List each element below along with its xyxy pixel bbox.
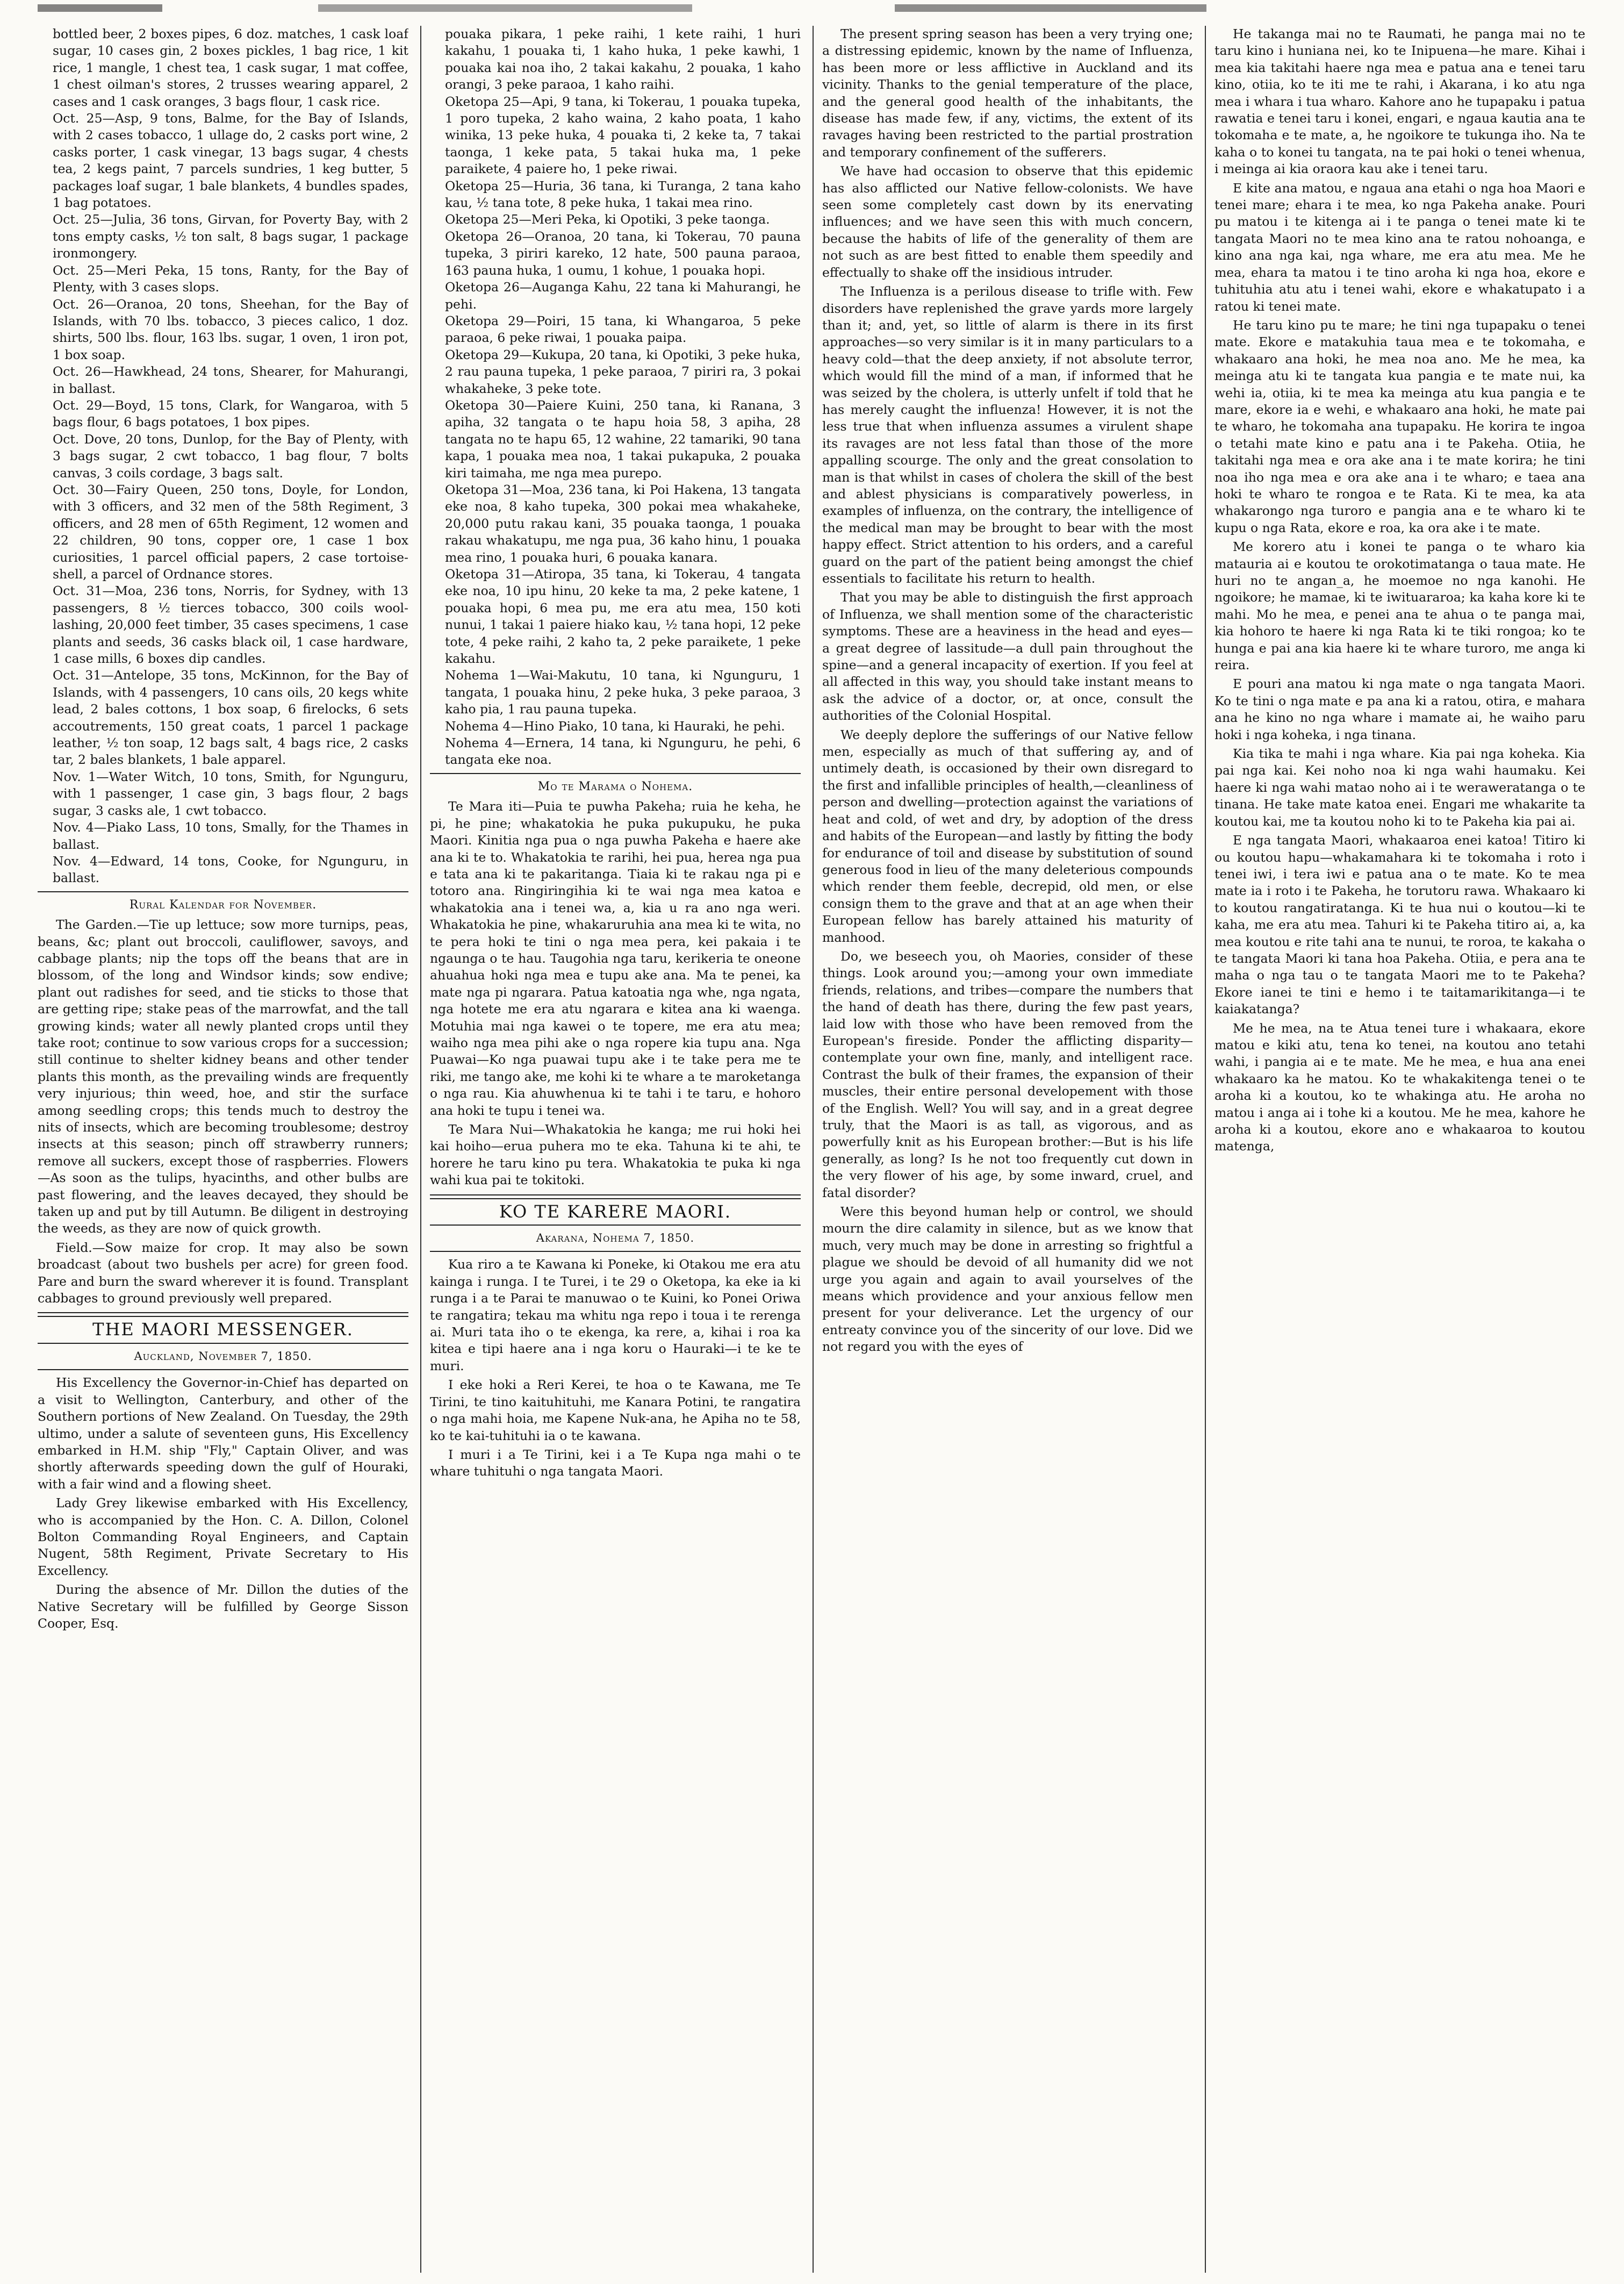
calendar-body — [38, 917, 408, 1307]
shipping-entry: Nov. 4—Edward, 14 tons, Cooke, for Ngunguru, in ballast. — [53, 853, 408, 886]
editorial-paragraph: E pouri ana matou ki nga mate o nga tangata Maori. Ko te tini o nga mate e pa ana ki a ratou, otira, e mahara ana he kino no nga whare i mamate ai, he waiho paru hoki i nga koheka, i nga tinana. — [1215, 676, 1585, 742]
shipping-entry: Oketopa 30—Paiere Kuini, 250 tana, ki Ranana, 3 apiha, 32 tangata o te hapu hoia 58, 3 apiha, 28 tangata no te hapu 65, 12 wahine, 22 tamariki, 90 tana kapa, 1 pouaka mea noa, 1 takai pukapuka, 2 pouaka kiri taimaha, me nga mea purepo. — [445, 397, 801, 481]
dateline: Auckland, November 7, 1850. — [134, 1349, 312, 1363]
shipping-entry: Nov. 1—Water Witch, 10 tons, Smith, for Ngunguru, with 1 passenger, 1 case gin, 3 bags flour, 2 bags sugar, 3 casks ale, 1 cwt tobacco. — [53, 769, 408, 818]
divider — [38, 1343, 408, 1344]
editorial-paragraph: E nga tangata Maori, whakaaroa enei katoa! Titiro ki ou koutou hapu—whakamahara ki te tokomaha i roto i tenei iwi, i tera iwi e patua ana o te mate. Ko te mea mate ia i roto i te Pakeha, he torutoru rawa. Whakaaro ki to koutou rangatiratanga. Ki te hua nui o koutou—ki te kaha, me era atu mea. Tahuri ki te Pakeha titiro ai, a, ka mea koutou e rite tahi ana te nunui, te roroa, te kakaha o te tangata Maori ki tana hoa Pakeha. Otiia, e pera ana te maha o nga tau o te tangata Maori me to te Pakeha? Ekore ianei te tini e hemo i te taitamarikitanga—i te kaiakatanga? — [1215, 833, 1585, 1017]
calendar-paragraph: Te Mara iti—Puia te puwha Pakeha; ruia he keha, he pi, he pine; whakatokia he puka pukupuku, he puka Maori. Kinitia nga pua o nga puwha Pakeha e haere ake ana ki te to. Whakatokia te rarihi, hei pua, herea nga pua e tata ana ki te pakaritanga. Tiaia ki te rakau nga pi e totoro ana. Ringiringihia ki te wai nga mea katoa e whakatokia ana i tenei wa, a, kia u ra ano nga weri. Whakatokia he pine, whakaruruhia ana mea ki te wita, no te pera hoki te tini o nga mea pera, kei pakaia i te ngaunga o te hau. Taugohia nga taru, kerikeria te oneone ahuahua hoki nga mea e tupu ake ana. Ma te penei, ka mate nga pi ngarara. Patua katoatia nga whe, nga ngata, nga hotete me era atu ngarara e kitea ana ki waenga. Motuhia mai nga kawei o te topere, me era atu mea; waiho nga mea pihi ake o nga ropere kia tupu ana. Nga Puawai—Ko nga puawai tupu ake i te take pera me te riki, me tango ake, me kohi ki te whare a te maroketanga o nga rau. Kia ahuwhenua ki te tahi i te taru, e hohoro ana hoki te tupu i tenei wa. — [430, 799, 801, 1118]
news-paragraph: Kua riro a te Kawana ki Poneke, ki Otakou me era atu kainga i runga. I te Turei, i te 29 o Oketopa, ka eke ia ki runga i a te Parai te manuwao o te Kuini, ko Ponei Oriwa te rangatira; tekau ma whitu nga repo i toua i te rerenga ai. Muri tata iho o te ekenga, ka rere, a, kihai i roa ka kitea e tipi haere ana i nga koru o Hauraki—i te ke te muri. — [430, 1257, 801, 1373]
masthead-title: THE MAORI MESSENGER. — [92, 1319, 354, 1340]
shipping-entry: Nohema 1—Wai-Makutu, 10 tana, ki Ngunguru, 1 tangata, 1 pouaka hinu, 2 peke huka, 3 peke paraoa, 3 kaho pia, 1 rau pauna tupeka. — [445, 668, 801, 717]
news-paragraph: I muri i a Te Tirini, kei i a Te Kupa nga mahi o te whare tuhituhi o nga tangata Maori. — [430, 1447, 801, 1479]
shipping-entry: Oct. Dove, 20 tons, Dunlop, for the Bay of Plenty, with 3 bags sugar, 2 cwt tobacco, 1 bag flour, 7 bolts canvas, 3 coils cordage, 3 bags salt. — [53, 431, 408, 481]
column-maori-shipping — [430, 26, 801, 2273]
editorial-paragraph: He takanga mai no te Raumati, he panga mai no te taru kino i huniana nei, ko te Inipuena—he mare. Kihai i mea kia takitahi haere nga mea e patua ana e tenei taru kino, otiia, ko te iti me te rahi, i Akarana, i ko atu nga mea i whara i tua wharo. Kahore ano he tupapaku i patua rawatia e tenei taru i konei, engari, e ngaua kautia ana te tokomaha e te mate, a, he ngoikore te tukunga iho. Na te kaha o to konei tu tangata, na te pai hoki o tenei whenua, i meinga ai kia oraora kau ake i tenei taru. — [1215, 26, 1585, 177]
shipping-entry: Oketopa 26—Auganga Kahu, 22 tana ki Mahurangi, he pehi. — [445, 280, 801, 312]
editorial-paragraph: That you may be able to distinguish the first approach of Influenza, we shall mention some of the characteristic symptoms. These are a heaviness in the head and eyes—a great degree of lassitude—a dull pain throughout the spine—and a general incapacity of exertion. If you feel at all affected in this way, you should take instant means to ask the advice of a doctor, or, at once, consult the authorities of the Colonial Hospital. — [822, 590, 1193, 724]
divider — [38, 891, 408, 892]
shipping-entry: Oketopa 29—Poiri, 15 tana, ki Whangaroa, 5 peke paraoa, 6 peke riwai, 1 pouaka paipa. — [445, 313, 801, 346]
news-paragraph: His Excellency the Governor-in-Chief has departed on a visit to Wellington, Canterbury, and other of the Southern portions of New Zealand. On Tuesday, the 29th ultimo, under a salute of seventeen guns, His Excellency embarked in H.M. ship "Fly," Captain Oliver, and was shortly afterwards speeding down the gulf of Houraki, with a fair wind and a flowing sheet. — [38, 1375, 408, 1492]
column-rule — [1205, 26, 1206, 2273]
shipping-entry: Nohema 4—Ernera, 14 tana, ki Ngunguru, he pehi, 6 tangata eke noa. — [445, 735, 801, 768]
shipping-entry: Oketopa 25—Huria, 36 tana, ki Turanga, 2 tana kaho kau, ½ tana tote, 8 peke huka, 1 takai mea rino. — [445, 178, 801, 211]
column-english-editorial — [822, 26, 1193, 2273]
shipping-entry: Oct. 25—Meri Peka, 15 tons, Ranty, for the Bay of Plenty, with 3 cases slops. — [53, 262, 408, 295]
shipping-entry: Nov. 4—Piako Lass, 10 tons, Smally, for the Thames in ballast. — [53, 820, 408, 852]
shipping-entry: Oct. 30—Fairy Queen, 250 tons, Doyle, for London, with 3 officers, and 32 men of the 58th Regiment, 3 officers, and 28 men of 65th Regiment, 12 women and 22 children, 90 tons, copper ore, 1 case 1 box curiosities, 1 parcel official papers, 2 case tortoise-shell, a parcel of Ordnance stores. — [53, 482, 408, 582]
editorial-paragraph: E kite ana matou, e ngaua ana etahi o nga hoa Maori e tenei mare; ehara i te mea, ko nga Pakeha anake. Pouri pu matou i te kitenga ai i te panga o tenei mate ki te tangata Maori no te mea kino ana te ratou nohoanga, e kino ana nga kai, nga whare, me era atu mea. Me he mea, ehara ta matou i te tino aroha ki nga hoa, ekore e tuhituhia atu atu i tenei wahi, ekore e whakatupato i a ratou ki tenei mate. — [1215, 180, 1585, 314]
news-paragraph: I eke hoki a Reri Kerei, te hoa o te Kawana, me Te Tirini, te tino kaituhituhi, me Kanara Potini, te rangatira o nga mahi hoia, me Kapene Nuk-ana, he Apiha no te 58, ko te kai-tuhituhi ia o te kawana. — [430, 1377, 801, 1443]
editorial-paragraph: Kia tika te mahi i nga whare. Kia pai nga koheka. Kia pai nga kai. Kei noho noa ki nga wahi haumaku. Kei haere ki nga wahi matao noho ai i te weraweratanga o te tinana. He take mate katoa enei. Engari me whakarite ta koutou kai, me ta koutou noho ki to te Pakeha kia pai ai. — [1215, 746, 1585, 829]
shipping-entry: Oct. 25—Asp, 9 tons, Balme, for the Bay of Islands, with 2 cases tobacco, 1 ullage do, 2 casks port wine, 2 casks porter, 1 cask vinegar, 13 bags sugar, 4 chests tea, 2 kegs paint, 7 parcels sundries, 1 keg butter, 5 packages loaf sugar, 1 bale blankets, 4 bundles spades, 1 bag potatoes. — [53, 111, 408, 211]
editorial-paragraph: Me he mea, na te Atua tenei ture i whakaara, ekore matou e kiki atu, tena ko tenei, na koutou ano tetahi wahi, i pangia ai e te mate. Me he mea, e hua ana enei whakaaro ka he matou. Ko te whakakitenga tenei o te aroha ki a koutou, ko te whakinga atu. He aroha no matou i anga ai i tohe ki a koutou. Me he mea, kahore he aroha ki a koutou, ekore ano e whakaaroa to koutou matenga, — [1215, 1020, 1585, 1154]
section-heading: Rural Kalendar for November. — [129, 898, 317, 912]
divider — [430, 1225, 801, 1226]
shipping-entry: Oct. 26—Oranoa, 20 tons, Sheehan, for the Bay of Islands, with 70 lbs. tobacco, 3 pieces calico, 1 doz. shirts, 500 lbs. flour, 163 lbs. sugar, 1 oven, 1 iron pot, 1 box soap. — [53, 296, 408, 362]
editorial-paragraph: Me korero atu i konei te panga o te wharo kia matauria ai e koutou te orokotimatanga o taua mate. He huri no te angan_a, he moemoe no nga kanohi. He ngoikore; he mamae, ki te iwituararoa; ka kaha kore ki te mahi. Mo he mea, e penei ana te ahua o te panga mai, kia hohoro te haere ki nga Rata ki te tiki rongoa; ko te hunga e pai ana kia haere ki te whare turoro, me anga ki reira. — [1215, 539, 1585, 673]
shipping-entry: Oct. 31—Antelope, 35 tons, McKinnon, for the Bay of Islands, with 4 passengers, 10 cans oils, 20 kegs white lead, 2 bales cottons, 1 box soap, 6 firelocks, 6 sets accoutrements, 150 great coats, 1 parcel 1 package leather, ½ ton soap, 12 bags salt, 4 bags rice, 2 casks tar, 2 bales blankets, 1 bale apparel. — [53, 668, 408, 768]
editorial-paragraph: The Influenza is a perilous disease to trifle with. Few disorders have replenished the grave yards more largely than it; and, yet, so little of alarm is there in its first approaches—so very similar is it in many particulars to a heavy cold—that the deep anxiety, if not absolute terror, which would fill the mind of a man, if informed that he was seized by the cholera, is utterly unfelt if told that he has merely caught the influenza! However, it is not the less true that when influenza assumes a virulent shape its ravages are not less fatal than those of the more appalling scourge. The only and the great consolation to man is that whilst in cases of cholera the skill of the best and ablest physicians is comparatively powerless, in examples of influenza, on the contrary, the intelligence of the medical man may be brought to bear with the most happy effect. Strict attention to his orders, and a careful guard on the part of the patient being amongst the chief essentials to facilitate his return to health. — [822, 284, 1193, 586]
shipping-entry: Oketopa 25—Api, 9 tana, ki Tokerau, 1 pouaka tupeka, 1 poro tupeka, 2 kaho waina, 2 kaho poata, 1 kaho winika, 13 peke huka, 4 pouaka ti, 2 keke ta, 7 takai taonga, 1 keke pata, 5 takai huka ma, 1 peke paraikete, 4 paiere ho, 1 peke riwai. — [445, 94, 801, 177]
column-rule — [420, 26, 421, 2273]
news-paragraph: During the absence of Mr. Dillon the duties of the Native Secretary will be fulfilled by George Sisson Cooper, Esq. — [38, 1582, 408, 1631]
editorial-paragraph: Do, we beseech you, oh Maories, consider of these things. Look around you;—among your own immediate friends, relations, and tribes—compare the numbers that the hand of death has there, during the few past years, laid low with those who have been removed from the European's fireside. Ponder the afflicting disparity—contemplate your own fine, manly, and intelligent race. Contrast the bulk of their frames, the expansion of their muscles, their entire personal developement with those of the English. Well? You will say, and in a great degree truly, that the Maori is as tall, as vigorous, and as powerfully knit as his European brother:—But is his life generally, as long? Is he not too frequently cut down in the very flower of his age, by some inward, cruel, and fatal disorder? — [822, 948, 1193, 1200]
shipping-list — [38, 26, 408, 887]
divider — [38, 1369, 408, 1370]
news-body — [430, 1256, 801, 1480]
shipping-entry: Oketopa 25—Meri Peka, ki Opotiki, 3 peke taonga. — [445, 212, 770, 227]
editorial-paragraph: The present spring season has been a very trying one; a distressing epidemic, known by the name of Influenza, has been more or less afflictive in Auckland and its vicinity. Thanks to the genial temperature of the place, and the general good health of the inhabitants, the disease has made few, if any, victims, the extent of its ravages having been restricted to the partial prostration and temporary confinement of the sufferers. — [822, 26, 1193, 160]
shipping-entry: Oct. 31—Moa, 236 tons, Norris, for Sydney, with 13 passengers, 8 ½ tierces tobacco, 300 coils wool-lashing, 20,000 feet timber, 35 cases specimens, 1 case plants and seeds, 36 casks black oil, 1 case hardware, 1 case mills, 6 boxes dip candles. — [53, 583, 408, 667]
shipping-entry: Nohema 4—Hino Piako, 10 tana, ki Hauraki, he pehi. — [445, 718, 785, 734]
shipping-entry: Oct. 29—Boyd, 15 tons, Clark, for Wangaroa, with 5 bags flour, 6 bags potatoes, 1 box pipes. — [53, 397, 408, 430]
masthead-title: KO TE KARERE MAORI. — [499, 1201, 732, 1222]
divider — [430, 1194, 801, 1199]
news-body — [38, 1374, 408, 1632]
divider — [430, 1251, 801, 1252]
column-maori-editorial — [1215, 26, 1585, 2273]
shipping-entry: Oketopa 31—Moa, 236 tana, ki Poi Hakena, 13 tangata eke noa, 8 kaho tupeka, 300 pokai mea whakaheke, 20,000 putu rakau kani, 35 pouaka taonga, 1 pouaka rakau whakatupu, me nga pua, 36 kaho hinu, 1 pouaka mea rino, 1 pouaka huri, 6 pouaka kanara. — [445, 482, 801, 565]
calendar-paragraph: Te Mara Nui—Whakatokia he kanga; me rui hoki hei kai hoiho—erua puhera mo te eka. Tahuna ki te ahi, te horere he taru kino pu tera. Whakatokia te puka ki nga wahi kua pai te tokitoki. — [430, 1122, 801, 1188]
dateline: Akarana, Nohema 7, 1850. — [536, 1232, 695, 1245]
editorial-paragraph: Were this beyond human help or control, we should mourn the dire calamity in silence, but as we know that much, very much may be done in arresting so frightful a plague we should be devoid of all humanity did we not urge you again and again to avail yourselves of the means which providence and your anxious fellow men present for your deliverance. Let the urgency of our entreaty convince you of the sincerity of our love. Did we not regard you with the eyes of — [822, 1204, 1193, 1355]
shipping-entry: Oct. 25—Julia, 36 tons, Girvan, for Poverty Bay, with 2 tons empty casks, ½ ton salt, 8 bags sugar, 1 package ironmongery. — [53, 212, 408, 261]
divider — [38, 1312, 408, 1317]
editorial-paragraph: We deeply deplore the sufferings of our Native fellow men, especially as much of that suffering ay, and of untimely death, is occasioned by their own disregard to the first and infallible principles of health,—cleanliness of person and dwelling—protection against the variations of heat and cold, of wet and dry, by adoption of the dress and habits of the European—and lastly by fitting the body for endurance of toil and disease by substitution of sound generous food in lieu of the many deleterious compounds which render them feeble, decrepid, old men, or else consign them to the grave and that at an age when their European fellow has barely attained his maturity of manhood. — [822, 727, 1193, 945]
editorial-paragraph: He taru kino pu te mare; he tini nga tupapaku o tenei mate. Ekore e matakuhia taua mea e te tokomaha, e whakaaro ana hoki, he mea noa ano. Me he mea, ka meinga atu ki te tangata kua pangia e te mate nui, ka wehi ia, otiia, ki te mea ka meinga atu kua pangia e te mare, ekore ia e wehi, e whakaaro ana hoki, he mate pai te wharo, he tokomaha ana tupapaku. He korira te ingoa o tetahi mate kino e patu ana i te Pakeha. Otiia, he takitahi nga mea e ora ake ana i te mate korira; he tini noa iho nga mea e ora ake ana i te wharo; e taea ana hoki te wharo te rongoa e te Rata. Ki te mea, ka ata whakarongo nga turoro e pangia ana e te wharo ki te kupu o nga Rata, ekore e roa, ka ora ake i te mate. — [1215, 317, 1585, 535]
shipping-entry: bottled beer, 2 boxes pipes, 6 doz. matches, 1 cask loaf sugar, 10 cases gin, 2 boxes pickles, 1 bag rice, 1 kit rice, 1 mangle, 1 chest tea, 1 cask sugar, 1 mat coffee, 1 chest oilman's stores, 2 trusses wearing apparel, 2 cases and 1 cask oranges, 3 bags flour, 1 cask rice. — [53, 26, 408, 109]
columns — [38, 26, 1596, 2273]
calendar-paragraph: Field.—Sow maize for crop. It may also be sown broadcast (about two bushels per acre) for green food. Pare and burn the sward wherever it is found. Transplant cabbages to ground previously well prepared. — [38, 1240, 408, 1306]
shipping-entry: pouaka pikara, 1 peke raihi, 1 kete raihi, 1 huri kakahu, 1 pouaka ti, 1 kaho huka, 1 peke kawhi, 1 pouaka kai noa iho, 2 takai kakahu, 2 pouaka, 1 kaho orangi, 3 peke paraoa, 1 kaho raihi. — [445, 26, 801, 92]
column-rule — [813, 26, 814, 2273]
masthead-rule — [38, 4, 1596, 12]
calendar-body — [430, 798, 801, 1188]
calendar-paragraph: The Garden.—Tie up lettuce; sow more turnips, peas, beans, &c; plant out broccoli, cauliflower, savoys, and cabbage plants; nip the tops off the beans that are in blossom, of the long and Windsor kinds; sow endive; plant out radishes for seed, and tie sticks to those that are getting ripe; stake peas of the marrowfat, and the tall growing kinds; water all newly planted crops until they take root; continue to sow various crops for a succession; still continue to shelter kidney beans and other tender plants this month, as the prevailing winds are frequently very injurious; thin weed, hoe, and stir the surface among seedling crops; this tends much to destroy the nits of insects, which are becoming troublesome; destroy insects at this season; pinch off strawberry runners; remove all suckers, except those of raspberries. Flowers—As soon as the tulips, hyacinths, and other bulbs are past flowering, and the leaves decayed, they should be taken up and put by till Autumn. Be diligent in destroying the weeds, as they are now of quick growth. — [38, 917, 408, 1236]
shipping-entry: Oct. 26—Hawkhead, 24 tons, Shearer, for Mahurangi, in ballast. — [53, 364, 408, 396]
shipping-entry: Oketopa 26—Oranoa, 20 tana, ki Tokerau, 70 pauna tupeka, 3 piriri kareko, 12 hate, 500 pauna paraoa, 163 pauna huka, 1 oumu, 1 kohue, 1 pouaka hopi. — [445, 228, 801, 278]
shipping-entry: Oketopa 31—Atiropa, 35 tana, ki Tokerau, 4 tangata eke noa, 10 ipu hinu, 20 keke ta ma, 2 peke katene, 1 pouaka hopi, 6 mea pu, me era atu mea, 150 koti nunui, 1 takai 1 paiere hiako kau, ½ tana hopi, 12 peke tote, 4 peke raihi, 2 kaho ta, 2 peke paraikete, 1 peke kakahu. — [445, 567, 801, 667]
shipping-list — [430, 26, 801, 769]
shipping-entry: Oketopa 29—Kukupa, 20 tana, ki Opotiki, 3 peke huka, 2 rau pauna tupeka, 1 peke paraoa, 7 piriri ra, 3 pokai whakaheke, 3 peke tote. — [445, 347, 801, 396]
news-paragraph: Lady Grey likewise embarked with His Excellency, who is accompanied by the Hon. C. A. Dillon, Colonel Bolton Commanding Royal Engineers, and Captain Nugent, 58th Regiment, Private Secretary to His Excellency. — [38, 1495, 408, 1578]
section-heading: Mo te Marama o Nohema. — [537, 779, 693, 793]
divider — [430, 773, 801, 774]
editorial-paragraph: We have had occasion to observe that this epidemic has also afflicted our Native fellow-colonists. We have seen some completely cast down by its enervating influences; and we have seen this with much concern, because the habits of life of the generality of them are not such as are best fitted to enable them speedily and effectually to shake off the insidious intruder. — [822, 163, 1193, 280]
column-english-shipping — [38, 26, 408, 2273]
